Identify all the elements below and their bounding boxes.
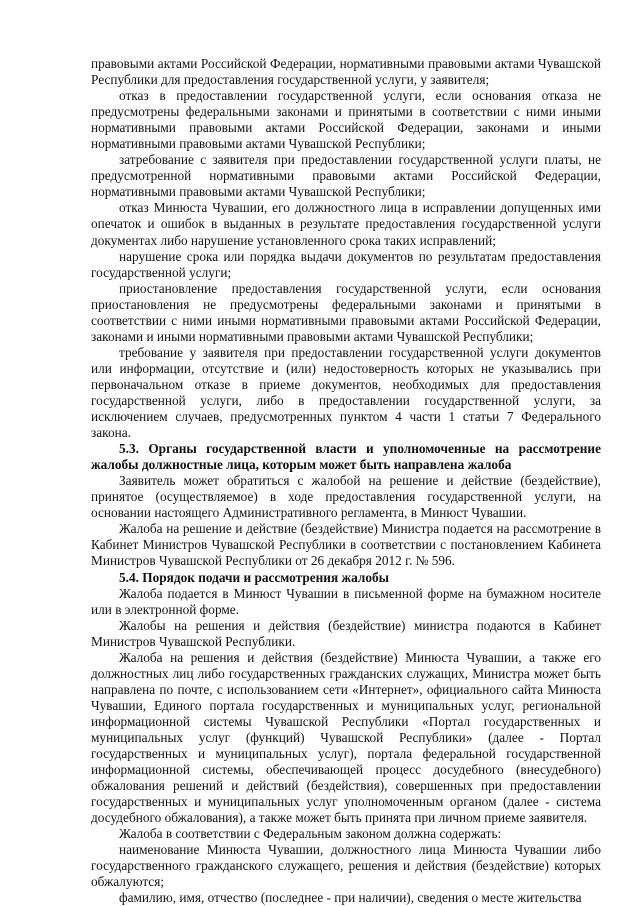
- section-heading-5-4: 5.4. Порядок подачи и рассмотрения жалобы: [119, 569, 390, 585]
- document-page: [91, 56, 601, 906]
- paragraph-written-form: Жалоба подается в Минюст Чувашии в письменной форме на бумажном носителе или в электронной форме.: [91, 585, 601, 617]
- paragraph-contents-name: наименование Минюста Чувашии, должностного лица Минюста Чувашии либо государственного гражданского служащего, решения и действия (бездействие) которых обжалуются;: [91, 842, 601, 890]
- paragraph-fee-demand: затребование с заявителя при предоставлении государственной услуги платы, не предусмотренной нормативными правовыми актами Российской Федерации, нормативными правовыми актами Чувашской Республики;: [91, 152, 601, 200]
- section-heading-5-3: 5.3. Органы государственной власти и уполномоченные на рассмотрение жалобы должностные лица, которым может быть направлена жалоба: [91, 441, 601, 473]
- paragraph-continuation: правовыми актами Российской Федерации, нормативными правовыми актами Чувашской Республики для предоставления государственной услуги, у заявителя;: [91, 56, 601, 88]
- paragraph-cabinet-complaints: Жалобы на решения и действия (бездействие) министра подаются в Кабинет Министров Чувашской Республики.: [91, 617, 601, 649]
- paragraph-contents-intro: Жалоба в соответствии с Федеральным законом должна содержать:: [119, 826, 502, 842]
- paragraph-suspension: приостановление предоставления государственной услуги, если основания приостановления не предусмотрены федеральными законами и принятыми в соответствии с ними иными нормативными правовыми актами Российской Федерации, законами и иными нормативными правовыми актами Чувашской Республики;: [91, 280, 601, 344]
- paragraph-minister-complaint: Жалоба на решение и действие (бездействие) Министра подается на рассмотрение в Кабинет Министров Чувашской Республики в соответствии с постановлением Кабинета Министров Чувашской Республики от 26 декабря 2012 г. № 596.: [91, 521, 601, 569]
- paragraph-correction-refusal: отказ Минюста Чувашии, его должностного лица в исправлении допущенных ими опечаток и ошибок в выданных в результате предоставления государственной услуги документах либо нарушение установленного срока таких исправлений;: [91, 200, 601, 248]
- paragraph-document-demand: требование у заявителя при предоставлении государственной услуги документов или информации, отсутствие и (или) недостоверность которых не указывались при первоначальном отказе в приеме документов, необходимых для предоставления государственной услуги, либо в предоставлении государственной услуги, за исключением случаев, предусмотренных пунктом 4 части 1 статьи 7 Федерального закона.: [91, 344, 601, 441]
- paragraph-submission-channels: Жалоба на решения и действия (бездействие) Минюста Чувашии, а также его должностных лиц либо государственных гражданских служащих, Министра может быть направлена по почте, с использованием сети «Интернет», официального сайта Минюста Чувашии, Единого портала государственных и муниципальных услуг, региональной информационной системы Чувашской Республики «Портал государственных и муниципальных услуг (функций) Чувашской Республики» (далее - Портал государственных и муниципальных услуг), портала федеральной государственной информационной системы, обеспечивающей процесс досудебного (внесудебного) обжалования решений и действий (бездействия), совершенных при предоставлении государственных и муниципальных услуг уполномоченным органом (далее - система досудебного обжалования), а также может быть принята при личном приеме заявителя.: [91, 649, 601, 826]
- paragraph-refusal: отказ в предоставлении государственной услуги, если основания отказа не предусмотрены федеральными законами и принятыми в соответствии с ними иными нормативными правовыми актами Российской Федерации, законами и иными нормативными правовыми актами Чувашской Республики;: [91, 88, 601, 152]
- paragraph-applicant-complaint: Заявитель может обратиться с жалобой на решение и действие (бездействие), принятое (осуществляемое) в ходе предоставления государственной услуги, на основании настоящего Административного регламента, в Минюст Чувашии.: [91, 473, 601, 521]
- paragraph-deadline-violation: нарушение срока или порядка выдачи документов по результатам предоставления государственной услуги;: [91, 248, 601, 280]
- paragraph-contents-fio: фамилию, имя, отчество (последнее - при наличии), сведения о месте жительства: [119, 890, 582, 906]
